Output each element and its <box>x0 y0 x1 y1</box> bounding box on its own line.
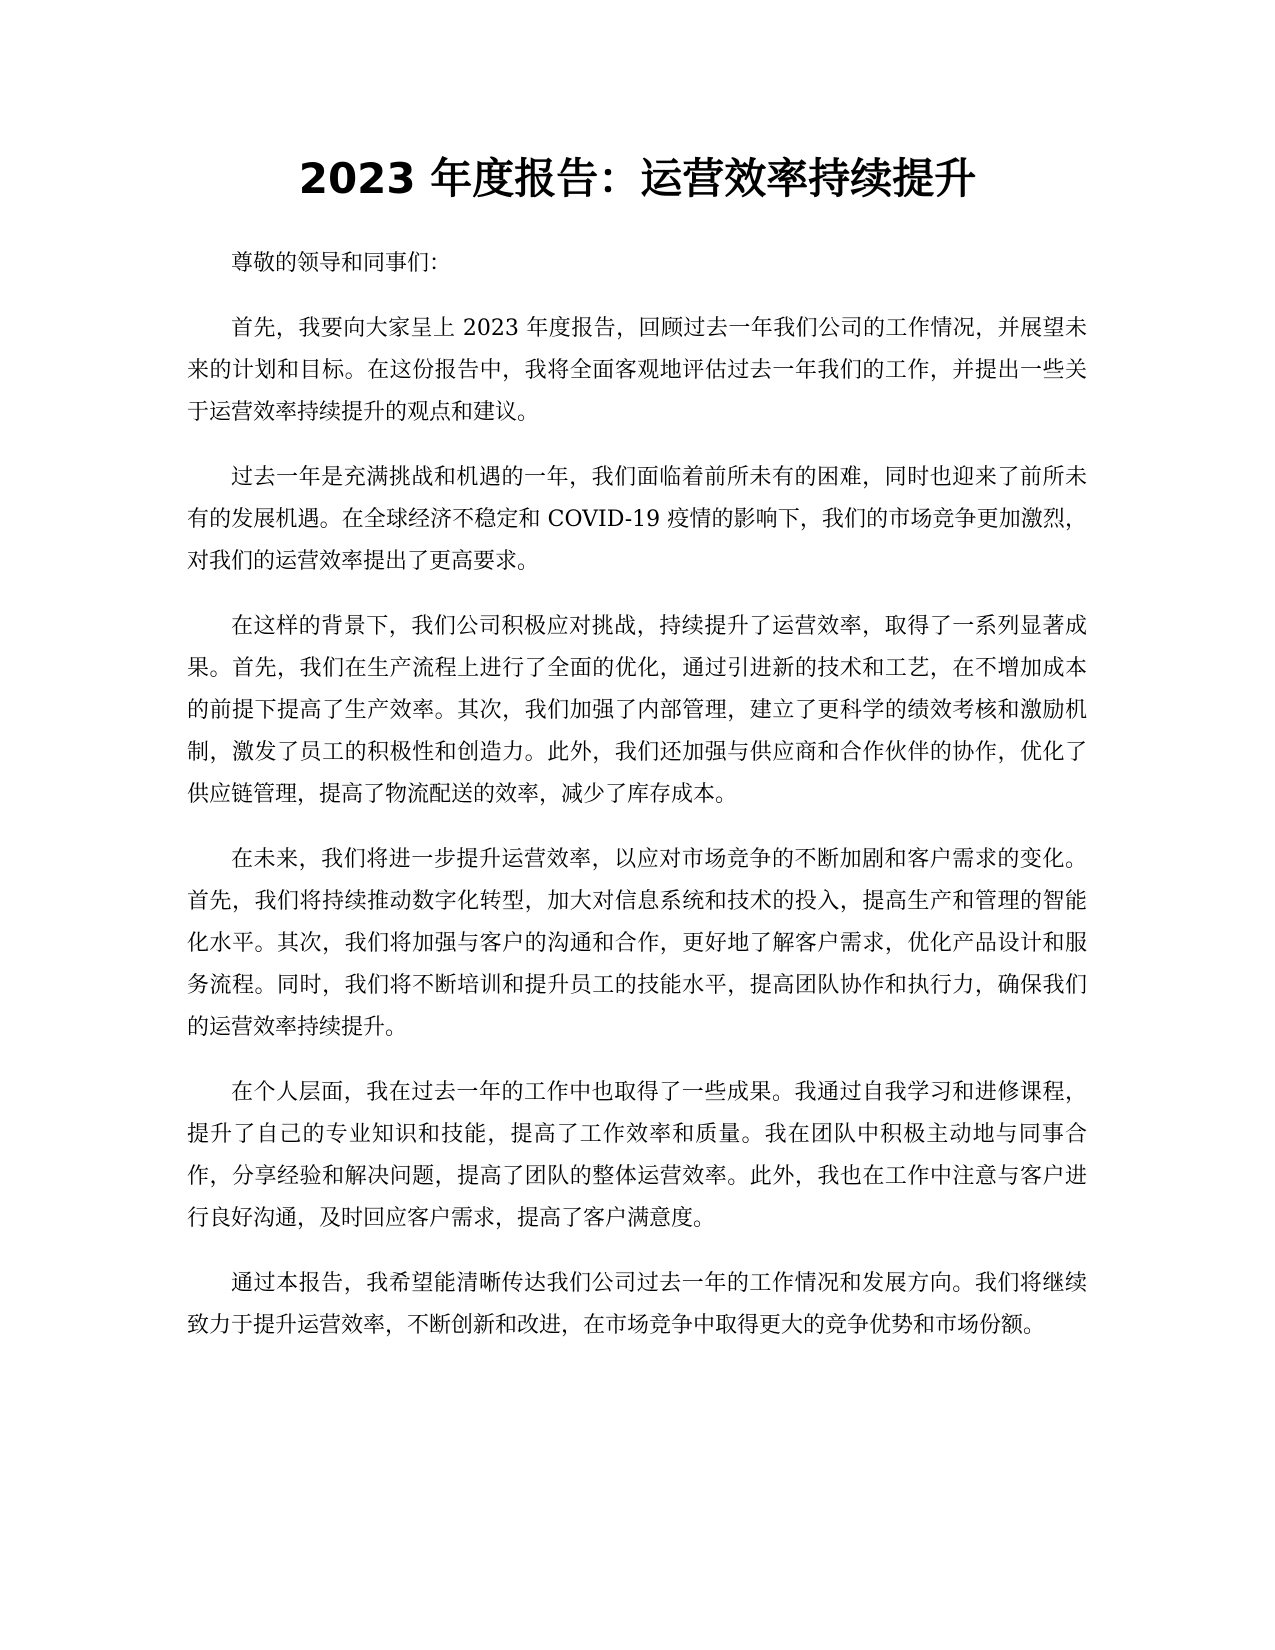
paragraph-intro: 首先，我要向大家呈上 2023 年度报告，回顾过去一年我们公司的工作情况，并展望未来的计划和目标。在这份报告中，我将全面客观地评估过去一年我们的工作，并提出一些关于运营效率持续提升的观点和建议。 <box>187 316 1087 425</box>
greeting-line: 尊敬的领导和同事们： <box>231 251 452 276</box>
document-title: 2023 年度报告：运营效率持续提升 <box>298 154 977 203</box>
document-body <box>187 243 1087 1370</box>
paragraph-challenges: 过去一年是充满挑战和机遇的一年，我们面临着前所未有的困难，同时也迎来了前所未有的发展机遇。在全球经济不稳定和 COVID-19 疫情的影响下，我们的市场竞争更加激烈，对我们的运营效率提出了更高要求。 <box>187 465 1087 574</box>
paragraph-personal: 在个人层面，我在过去一年的工作中也取得了一些成果。我通过自我学习和进修课程，提升了自己的专业知识和技能，提高了工作效率和质量。我在团队中积极主动地与同事合作，分享经验和解决问题，提高了团队的整体运营效率。此外，我也在工作中注意与客户进行良好沟通，及时回应客户需求，提高了客户满意度。 <box>187 1080 1087 1231</box>
paragraph-achievements: 在这样的背景下，我们公司积极应对挑战，持续提升了运营效率，取得了一系列显著成果。首先，我们在生产流程上进行了全面的优化，通过引进新的技术和工艺，在不增加成本的前提下提高了生产效率。其次，我们加强了内部管理，建立了更科学的绩效考核和激励机制，激发了员工的积极性和创造力。此外，我们还加强与供应商和合作伙伴的协作，优化了供应链管理，提高了物流配送的效率，减少了库存成本。 <box>187 614 1087 807</box>
paragraph-future-plans: 在未来，我们将进一步提升运营效率，以应对市场竞争的不断加剧和客户需求的变化。首先，我们将持续推动数字化转型，加大对信息系统和技术的投入，提高生产和管理的智能化水平。其次，我们将加强与客户的沟通和合作，更好地了解客户需求，优化产品设计和服务流程。同时，我们将不断培训和提升员工的技能水平，提高团队协作和执行力，确保我们的运营效率持续提升。 <box>187 847 1087 1040</box>
paragraph-conclusion: 通过本报告，我希望能清晰传达我们公司过去一年的工作情况和发展方向。我们将继续致力于提升运营效率，不断创新和改进，在市场竞争中取得更大的竞争优势和市场份额。 <box>187 1271 1087 1338</box>
